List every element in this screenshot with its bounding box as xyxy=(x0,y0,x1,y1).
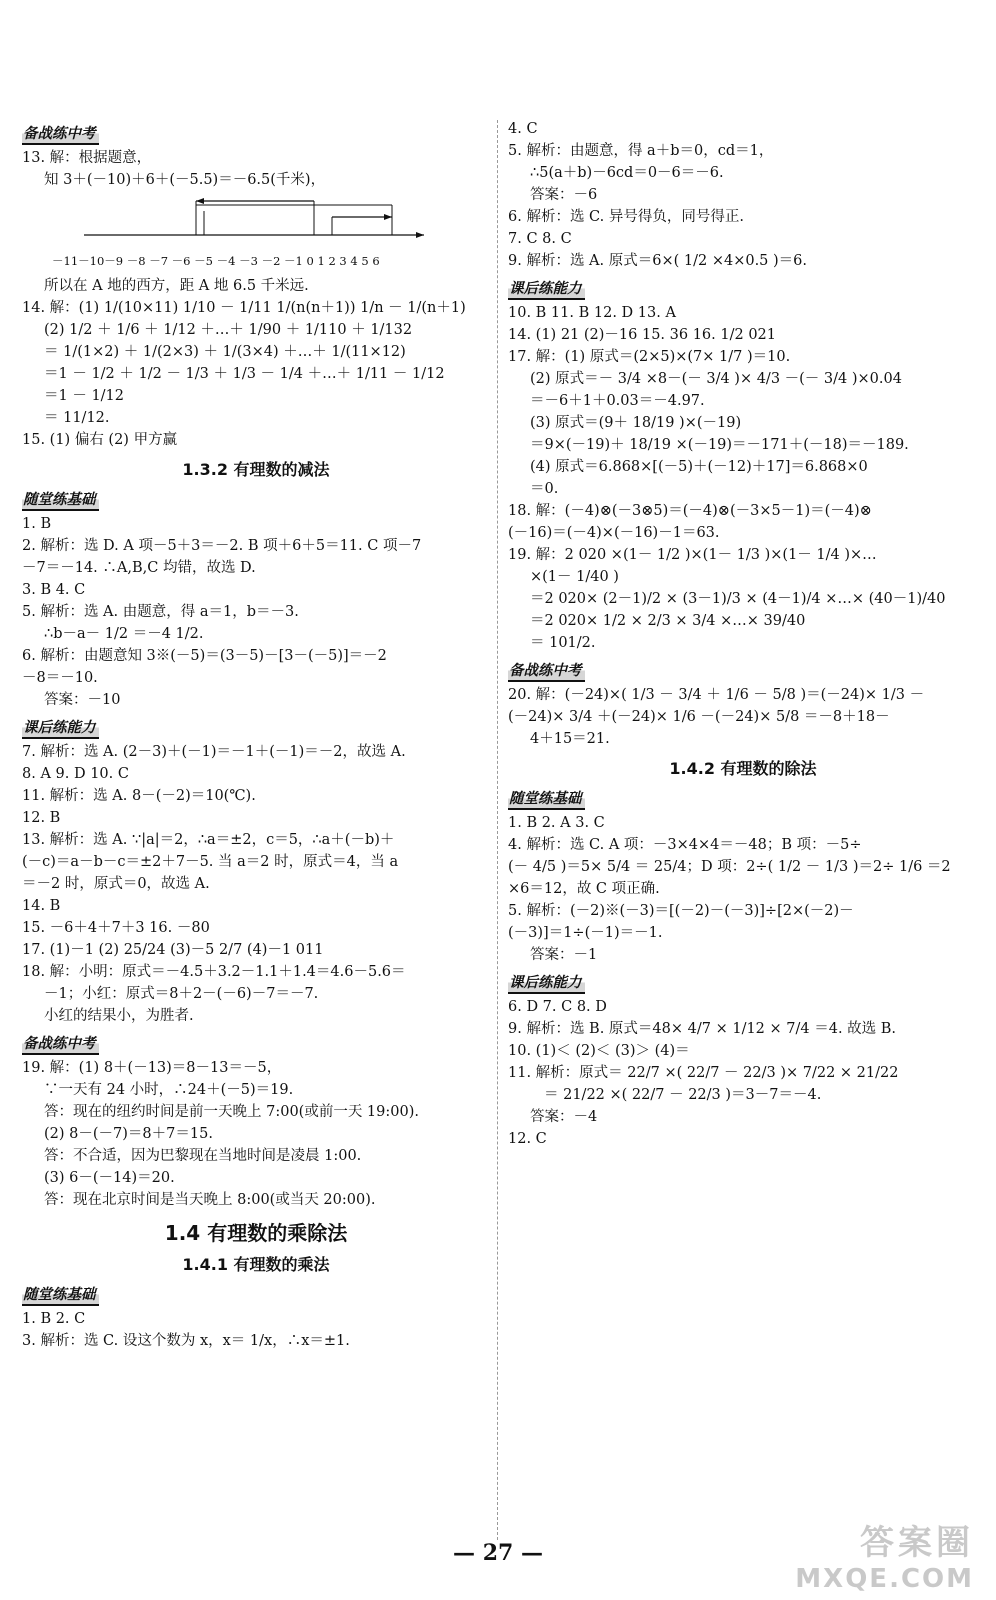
section-header: 备战练中考 xyxy=(22,1032,99,1055)
column-divider xyxy=(497,120,498,1540)
answer-line: (－24)× 3/4 ＋(－24)× 1/6 －(－24)× 5/8 ＝－8＋18－ xyxy=(508,709,890,725)
answer-line: 答：不合适，因为巴黎现在当地时间是凌晨 1:00. xyxy=(44,1148,362,1164)
answer-line: 12. C xyxy=(508,1131,547,1147)
section-title: 1.4.2 有理数的除法 xyxy=(669,759,817,778)
answer-line: 5. 解析：由题意，得 a＋b＝0，cd＝1， xyxy=(508,143,774,159)
right-column xyxy=(508,118,978,1151)
answer-line: 所以在 A 地的西方，距 A 地 6.5 千米远. xyxy=(44,278,309,294)
answer-line: 4. C xyxy=(508,121,538,137)
answer-line: 6. 解析：选 C. 异号得负，同号得正. xyxy=(508,209,744,225)
left-column xyxy=(22,118,490,1353)
answer-line: (3) 6－(－14)＝20. xyxy=(44,1170,175,1186)
answer-line: 答案：－1 xyxy=(530,947,598,963)
answer-line: ＝ 21/22 ×( 22/7 － 22/3 )＝3－7＝－4. xyxy=(544,1087,822,1103)
answer-line: ＝2 020× (2－1)/2 × (3－1)/3 × (4－1)/4 ×…× (40－1)/40 xyxy=(530,591,946,607)
answer-line: 4＋15＝21. xyxy=(530,731,610,747)
answer-line: (3) 原式＝(9＋ 18/19 )×(－19) xyxy=(530,415,742,431)
answer-line: 18. 解：(－4)⊗(－3⊗5)＝(－4)⊗(－3×5－1)＝(－4)⊗ xyxy=(508,503,872,519)
answer-line: (4) 原式＝6.868×[(－5)＋(－12)＋17]＝6.868×0 xyxy=(530,459,868,475)
answer-line: ＝9×(－19)＋ 18/19 ×(－19)＝－171＋(－18)＝－189. xyxy=(530,437,909,453)
answer-line: ×6＝12，故 C 项正确. xyxy=(508,881,660,897)
answer-line: 19. 解：2 020 ×(1－ 1/2 )×(1－ 1/3 )×(1－ 1/4 )×… xyxy=(508,547,877,563)
answer-line: 1. B xyxy=(22,516,52,532)
answer-line: 9. 解析：选 A. 原式＝6×( 1/2 ×4×0.5 )＝6. xyxy=(508,253,808,269)
answer-line: 8. A 9. D 10. C xyxy=(22,766,129,782)
answer-line: 9. 解析：选 B. 原式＝48× 4/7 × 1/12 × 7/4 ＝4. 故选 B. xyxy=(508,1021,897,1037)
section-header: 随堂练基础 xyxy=(22,1283,99,1306)
answer-line: 5. 解析：(－2)※(－3)＝[(－2)－(－3)]÷[2×(－2)－ xyxy=(508,903,854,919)
answer-line: ＝－2 时，原式＝0，故选 A. xyxy=(22,876,210,892)
answer-line: 答案：－6 xyxy=(530,187,598,203)
answer-line: 5. 解析：选 A. 由题意，得 a＝1，b＝－3. xyxy=(22,604,299,620)
answer-line: 知 3＋(－10)＋6＋(－5.5)＝－6.5(千米)， xyxy=(44,172,326,188)
watermark-logo xyxy=(795,1515,974,1594)
answer-line: 17. 解：(1) 原式＝(2×5)×(7× 1/7 )＝10. xyxy=(508,349,791,365)
answer-line: 19. 解：(1) 8＋(－13)＝8－13＝－5， xyxy=(22,1060,282,1076)
answer-line: 13. 解：根据题意， xyxy=(22,150,152,166)
answer-line: 14. B xyxy=(22,898,61,914)
answer-line: 3. 解析：选 C. 设这个数为 x，x＝ 1/x，∴x＝±1. xyxy=(22,1333,350,1349)
answer-line: 20. 解：(－24)×( 1/3 － 3/4 ＋ 1/6 － 5/8 )＝(－24)× 1/3 － xyxy=(508,687,925,703)
page-number: — 27 — xyxy=(453,1540,543,1566)
number-line-labels: －11－10－9 －8 －7 －6 －5 －4 －3 －2 －1 0 1 2 3 4 5 6 xyxy=(52,254,380,268)
watermark-url: MXQE.COM xyxy=(795,1564,974,1594)
answer-line: 13. 解析：选 A. ∵|a|＝2，∴a＝±2，c＝5，∴a＋(－b)＋ xyxy=(22,832,395,848)
answer-line: 14. 解：(1) 1/(10×11) 1/10 － 1/11 1/(n(n＋1)) 1/n － 1/(n＋1) xyxy=(22,300,466,316)
answer-line: －7＝－14. ∴A,B,C 均错，故选 D. xyxy=(22,560,256,576)
answer-line: ×(1－ 1/40 ) xyxy=(530,569,619,585)
answer-line: 14. (1) 21 (2)－16 15. 36 16. 1/2 021 xyxy=(508,327,776,343)
answer-line: 7. C 8. C xyxy=(508,231,572,247)
answer-line: ＝1 － 1/2 ＋ 1/2 － 1/3 ＋ 1/3 － 1/4 ＋…＋ 1/11 － 1/12 xyxy=(44,366,445,382)
answer-line: (2) 原式＝－ 3/4 ×8－(－ 3/4 )× 4/3 －(－ 3/4 )×0.04 xyxy=(530,371,902,387)
answer-line: 答案：－4 xyxy=(530,1109,598,1125)
section-header: 课后练能力 xyxy=(22,716,99,739)
answer-line: ∵一天有 24 小时，∴24＋(－5)＝19. xyxy=(44,1082,294,1098)
answer-line: 6. D 7. C 8. D xyxy=(508,999,607,1015)
answer-line: 7. 解析：选 A. (2－3)＋(－1)＝－1＋(－1)＝－2，故选 A. xyxy=(22,744,406,760)
answer-line: (－3)]＝1÷(－1)＝－1. xyxy=(508,925,663,941)
answer-line: ＝0. xyxy=(530,481,559,497)
answer-line: 10. (1)＜ (2)＜ (3)＞ (4)＝ xyxy=(508,1043,690,1059)
answer-line: 10. B 11. B 12. D 13. A xyxy=(508,305,676,321)
answer-line: ＝－6＋1＋0.03＝－4.97. xyxy=(530,393,705,409)
section-header: 课后练能力 xyxy=(508,277,585,300)
answer-line: ＝1 － 1/12 xyxy=(44,388,125,404)
answer-line: ＝ 101/2. xyxy=(530,635,596,651)
answer-line: (2) 8－(－7)＝8＋7＝15. xyxy=(44,1126,213,1142)
section-header: 课后练能力 xyxy=(508,971,585,994)
answer-line: ＝ 1/(1×2) ＋ 1/(2×3) ＋ 1/(3×4) ＋…＋ 1/(11×12) xyxy=(44,344,406,360)
answer-line: ＝2 020× 1/2 × 2/3 × 3/4 ×…× 39/40 xyxy=(530,613,806,629)
answer-line: (2) 1/2 ＋ 1/6 ＋ 1/12 ＋…＋ 1/90 ＋ 1/110 ＋ 1/132 xyxy=(44,322,413,338)
section-header: 备战练中考 xyxy=(508,659,585,682)
number-line-figure xyxy=(44,195,490,272)
answer-line: 15. －6＋4＋7＋3 16. －80 xyxy=(22,920,210,936)
answer-line: 4. 解析：选 C. A 项：－3×4×4＝－48；B 项：－5÷ xyxy=(508,837,862,853)
answer-line: ∴b－a－ 1/2 ＝－4 1/2. xyxy=(44,626,204,642)
answer-line: 12. B xyxy=(22,810,61,826)
answer-line: 2. 解析：选 D. A 项－5＋3＝－2. B 项＋6＋5＝11. C 项－7 xyxy=(22,538,422,554)
answer-line: (－c)＝a－b－c＝±2＋7－5. 当 a＝2 时，原式＝4，当 a xyxy=(22,854,399,870)
watermark-text: 答案圈 xyxy=(860,1523,974,1563)
answer-line: 答：现在北京时间是当天晚上 8:00(或当天 20:00). xyxy=(44,1192,376,1208)
answer-line: 1. B 2. A 3. C xyxy=(508,815,605,831)
section-title: 1.3.2 有理数的减法 xyxy=(182,460,330,479)
section-title: 1.4.1 有理数的乘法 xyxy=(182,1255,330,1274)
answer-line: 6. 解析：由题意知 3※(－5)＝(3－5)－[3－(－5)]＝－2 xyxy=(22,648,387,664)
answer-line: 小红的结果小，为胜者. xyxy=(44,1008,194,1024)
answer-line: (－16)＝(－4)×(－16)－1＝63. xyxy=(508,525,720,541)
section-header: 随堂练基础 xyxy=(22,488,99,511)
section-header: 随堂练基础 xyxy=(508,787,585,810)
answer-line: (－ 4/5 )＝5× 5/4 ＝ 25/4；D 项：2÷( 1/2 － 1/3 )＝2÷ 1/6 ＝2 xyxy=(508,859,951,875)
answer-line: 15. (1) 偏右 (2) 甲方赢 xyxy=(22,432,178,448)
chapter-title: 1.4 有理数的乘除法 xyxy=(164,1221,348,1245)
number-line-svg xyxy=(44,195,424,253)
answer-line: ∴5(a＋b)－6cd＝0－6＝－6. xyxy=(530,165,724,181)
answer-line: 18. 解：小明：原式＝－4.5＋3.2－1.1＋1.4＝4.6－5.6＝ xyxy=(22,964,406,980)
answer-line: 答：现在的纽约时间是前一天晚上 7:00(或前一天 19:00). xyxy=(44,1104,419,1120)
answer-line: 1. B 2. C xyxy=(22,1311,86,1327)
answer-line: ＝ 11/12. xyxy=(44,410,110,426)
answer-line: 答案：－10 xyxy=(44,692,121,708)
answer-line: 11. 解析：原式＝ 22/7 ×( 22/7 － 22/3 )× 7/22 × 21/22 xyxy=(508,1065,899,1081)
answer-line: －8＝－10. xyxy=(22,670,98,686)
answer-line: －1；小红：原式＝8＋2－(－6)－7＝－7. xyxy=(44,986,319,1002)
answer-line: 3. B 4. C xyxy=(22,582,86,598)
answer-line: 17. (1)－1 (2) 25/24 (3)－5 2/7 (4)－1 011 xyxy=(22,942,324,958)
answer-line: 11. 解析：选 A. 8－(－2)＝10(℃). xyxy=(22,788,256,804)
section-header: 备战练中考 xyxy=(22,122,99,145)
